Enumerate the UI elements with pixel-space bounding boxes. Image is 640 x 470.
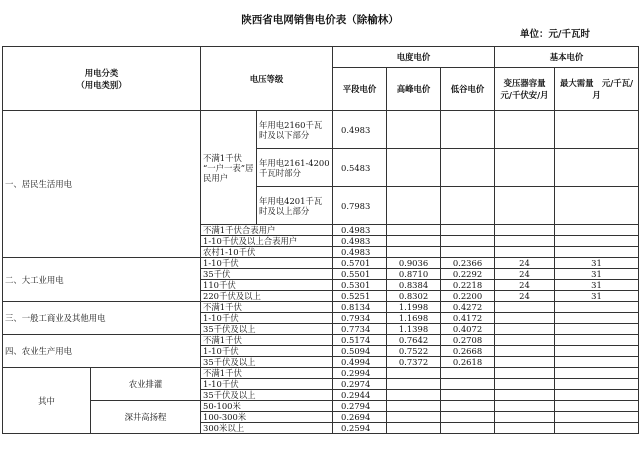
price-table xyxy=(2,46,639,434)
header-valley: 低谷电价 xyxy=(441,68,495,111)
irrigation-label: 农业排灌 xyxy=(91,368,201,401)
header-peak: 高峰电价 xyxy=(387,68,441,111)
valley-price: 0.4072 xyxy=(441,324,495,335)
header-basic-price: 基本电价 xyxy=(495,47,639,68)
flat-price: 0.5301 xyxy=(333,280,387,291)
flat-price: 0.5094 xyxy=(333,346,387,357)
category-general-commercial: 三、一般工商业及其他用电 xyxy=(3,302,201,335)
valley-price: 0.2200 xyxy=(441,291,495,302)
valley-price: 0.2218 xyxy=(441,280,495,291)
voltage-label: 农村1-10千伏 xyxy=(201,247,333,258)
flat-price: 0.2794 xyxy=(333,401,387,412)
header-voltage: 电压等级 xyxy=(201,47,333,111)
flat-price: 0.5701 xyxy=(333,258,387,269)
valley-price: 0.2292 xyxy=(441,269,495,280)
header-category: 用电分类 （用电类别） xyxy=(3,47,201,111)
flat-price: 0.4983 xyxy=(333,236,387,247)
voltage-label: 1-10千伏 xyxy=(201,313,333,324)
valley-price: 0.4272 xyxy=(441,302,495,313)
header-flat: 平段电价 xyxy=(333,68,387,111)
flat-price: 0.4983 xyxy=(333,111,387,149)
voltage-label: 35千伏及以上 xyxy=(201,357,333,368)
voltage-label: 不满1千伏 xyxy=(201,335,333,346)
among-label: 其中 xyxy=(3,368,91,434)
flat-price: 0.2944 xyxy=(333,390,387,401)
demand-price: 31 xyxy=(555,280,639,291)
voltage-label: 110千伏 xyxy=(201,280,333,291)
peak-price: 0.7642 xyxy=(387,335,441,346)
demand-price: 31 xyxy=(555,269,639,280)
tier-label: 年用电2160千瓦时及以下部分 xyxy=(257,111,333,149)
voltage-label: 1-10千伏及以上合表用户 xyxy=(201,236,333,247)
voltage-label: 1-10千伏 xyxy=(201,258,333,269)
valley-price: 0.2668 xyxy=(441,346,495,357)
flat-price: 0.4983 xyxy=(333,225,387,236)
peak-price: 0.7522 xyxy=(387,346,441,357)
peak-price: 0.8710 xyxy=(387,269,441,280)
tier-label: 年用电2161-4200千瓦时部分 xyxy=(257,149,333,187)
flat-price: 0.2974 xyxy=(333,379,387,390)
peak-price: 0.8384 xyxy=(387,280,441,291)
category-large-industry: 二、大工业用电 xyxy=(3,258,201,302)
deep-well-label: 深井高扬程 xyxy=(91,401,201,434)
flat-price: 0.5501 xyxy=(333,269,387,280)
header-transformer: 变压器容量 元/千伏安/月 xyxy=(495,68,555,111)
tier-label: 年用电4201千瓦时及以上部分 xyxy=(257,187,333,225)
one-meter-group: 不满1千伏 “一户一表”居民用户 xyxy=(201,111,257,225)
voltage-label: 35千伏及以上 xyxy=(201,324,333,335)
flat-price: 0.4994 xyxy=(333,357,387,368)
voltage-label: 不满1千伏 xyxy=(201,368,333,379)
flat-price: 0.5174 xyxy=(333,335,387,346)
header-energy-price: 电度电价 xyxy=(333,47,495,68)
page-title: 陕西省电网销售电价表（除榆林） xyxy=(241,14,399,26)
transformer-price: 24 xyxy=(495,269,555,280)
category-agriculture: 四、农业生产用电 xyxy=(3,335,201,368)
demand-price: 31 xyxy=(555,258,639,269)
peak-price: 0.7372 xyxy=(387,357,441,368)
flat-price: 0.5483 xyxy=(333,149,387,187)
flat-price: 0.5251 xyxy=(333,291,387,302)
transformer-price: 24 xyxy=(495,280,555,291)
peak-price: 1.1398 xyxy=(387,324,441,335)
peak-price: 0.9036 xyxy=(387,258,441,269)
unit-label: 单位：元/千瓦时 xyxy=(520,29,590,40)
demand-price: 31 xyxy=(555,291,639,302)
flat-price: 0.7934 xyxy=(333,313,387,324)
flat-price: 0.2994 xyxy=(333,368,387,379)
peak-price: 1.1698 xyxy=(387,313,441,324)
transformer-price: 24 xyxy=(495,291,555,302)
transformer-price: 24 xyxy=(495,258,555,269)
valley-price: 0.4172 xyxy=(441,313,495,324)
flat-price: 0.4983 xyxy=(333,247,387,258)
header-max-demand: 最大需量 元/千瓦/月 xyxy=(555,68,639,111)
voltage-label: 50-100米 xyxy=(201,401,333,412)
voltage-label: 不满1千伏 xyxy=(201,302,333,313)
valley-price: 0.2618 xyxy=(441,357,495,368)
flat-price: 0.2694 xyxy=(333,412,387,423)
category-residential: 一、居民生活用电 xyxy=(3,111,201,258)
peak-price: 1.1998 xyxy=(387,302,441,313)
voltage-label: 35千伏 xyxy=(201,269,333,280)
valley-price: 0.2708 xyxy=(441,335,495,346)
valley-price: 0.2366 xyxy=(441,258,495,269)
voltage-label: 35千伏及以上 xyxy=(201,390,333,401)
flat-price: 0.2594 xyxy=(333,423,387,434)
voltage-label: 不满1千伏合表用户 xyxy=(201,225,333,236)
peak-price: 0.8302 xyxy=(387,291,441,302)
flat-price: 0.8134 xyxy=(333,302,387,313)
flat-price: 0.7983 xyxy=(333,187,387,225)
voltage-label: 220千伏及以上 xyxy=(201,291,333,302)
voltage-label: 1-10千伏 xyxy=(201,379,333,390)
flat-price: 0.7734 xyxy=(333,324,387,335)
voltage-label: 300米以上 xyxy=(201,423,333,434)
voltage-label: 100-300米 xyxy=(201,412,333,423)
voltage-label: 1-10千伏 xyxy=(201,346,333,357)
